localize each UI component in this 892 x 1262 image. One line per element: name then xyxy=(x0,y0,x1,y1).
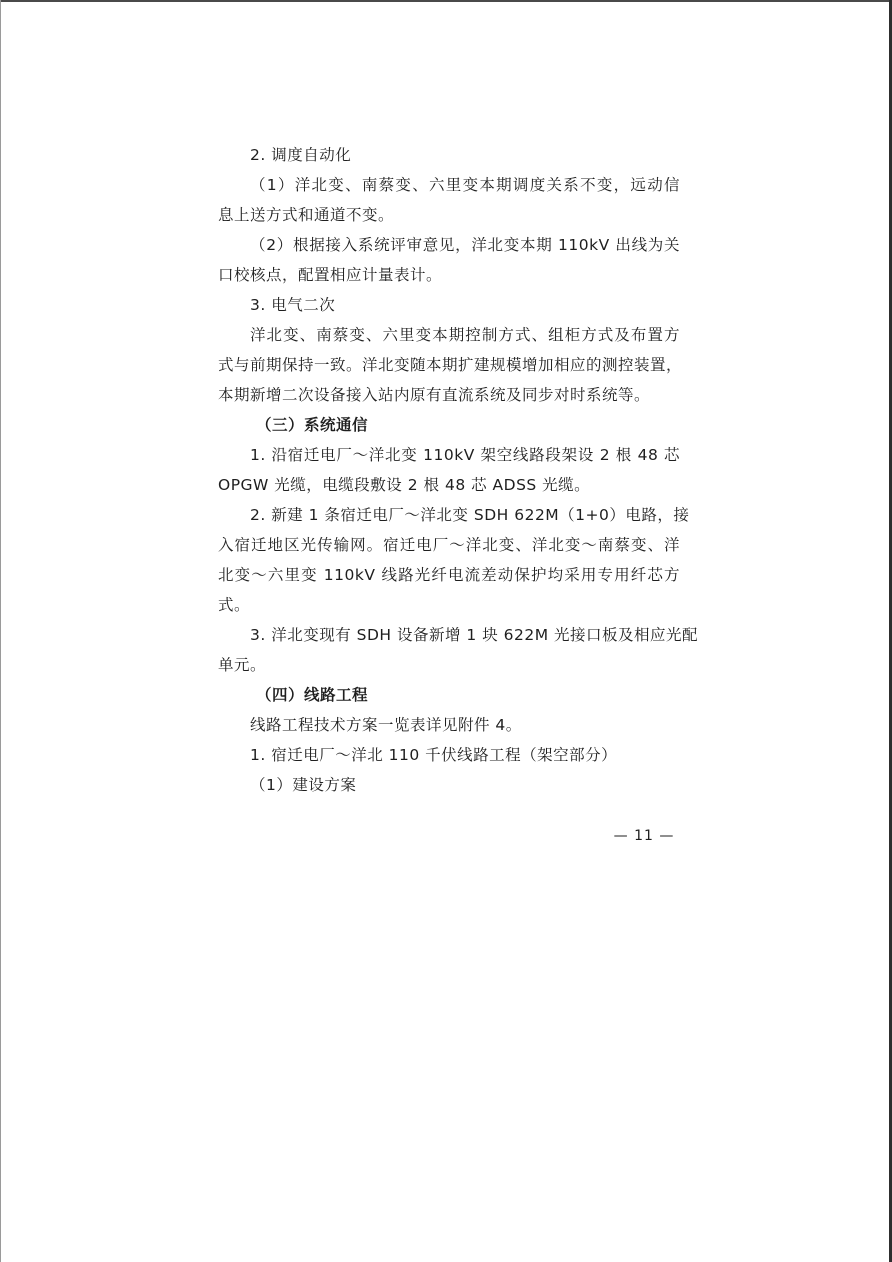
paragraph-line: （1）洋北变、南蔡变、六里变本期调度关系不变，远动信 xyxy=(250,176,680,194)
heading-dispatch-automation: 2. 调度自动化 xyxy=(250,146,352,164)
paragraph-line: 洋北变、南蔡变、六里变本期控制方式、组柜方式及布置方 xyxy=(250,326,680,344)
paragraph-line: 入宿迁地区光传输网。宿迁电厂～洋北变、洋北变～南蔡变、洋 xyxy=(218,536,680,554)
paragraph-line: OPGW 光缆，电缆段敷设 2 根 48 芯 ADSS 光缆。 xyxy=(218,476,591,494)
page-number: — 11 — xyxy=(613,828,675,844)
paragraph-line: 1. 沿宿迁电厂～洋北变 110kV 架空线路段架设 2 根 48 芯 xyxy=(250,446,680,464)
paragraph-line: 口校核点，配置相应计量表计。 xyxy=(218,266,443,284)
page-top-border xyxy=(0,0,892,2)
heading-electrical-secondary: 3. 电气二次 xyxy=(250,296,336,314)
heading-line-project: 1. 宿迁电厂～洋北 110 千伏线路工程（架空部分） xyxy=(250,746,618,764)
page-left-border xyxy=(0,0,1,1262)
paragraph-line: 线路工程技术方案一览表详见附件 4。 xyxy=(250,716,522,734)
heading-line-engineering: （四）线路工程 xyxy=(256,686,369,704)
heading-system-communication: （三）系统通信 xyxy=(256,416,369,434)
paragraph-line: 式与前期保持一致。洋北变随本期扩建规模增加相应的测控装置， xyxy=(218,356,683,374)
paragraph-line: 式。 xyxy=(218,596,251,614)
paragraph-line: （2）根据接入系统评审意见，洋北变本期 110kV 出线为关 xyxy=(250,236,680,254)
paragraph-line: 3. 洋北变现有 SDH 设备新增 1 块 622M 光接口板及相应光配 xyxy=(250,626,699,644)
document-body xyxy=(218,140,699,800)
paragraph-line: 本期新增二次设备接入站内原有直流系统及同步对时系统等。 xyxy=(218,386,651,404)
paragraph-line: 2. 新建 1 条宿迁电厂～洋北变 SDH 622M（1+0）电路，接 xyxy=(250,506,690,524)
paragraph-line: 单元。 xyxy=(218,656,267,674)
paragraph-line: 息上送方式和通道不变。 xyxy=(218,206,395,224)
paragraph-line: 北变～六里变 110kV 线路光纤电流差动保护均采用专用纤芯方 xyxy=(218,566,680,584)
heading-construction-plan: （1）建设方案 xyxy=(250,776,357,794)
